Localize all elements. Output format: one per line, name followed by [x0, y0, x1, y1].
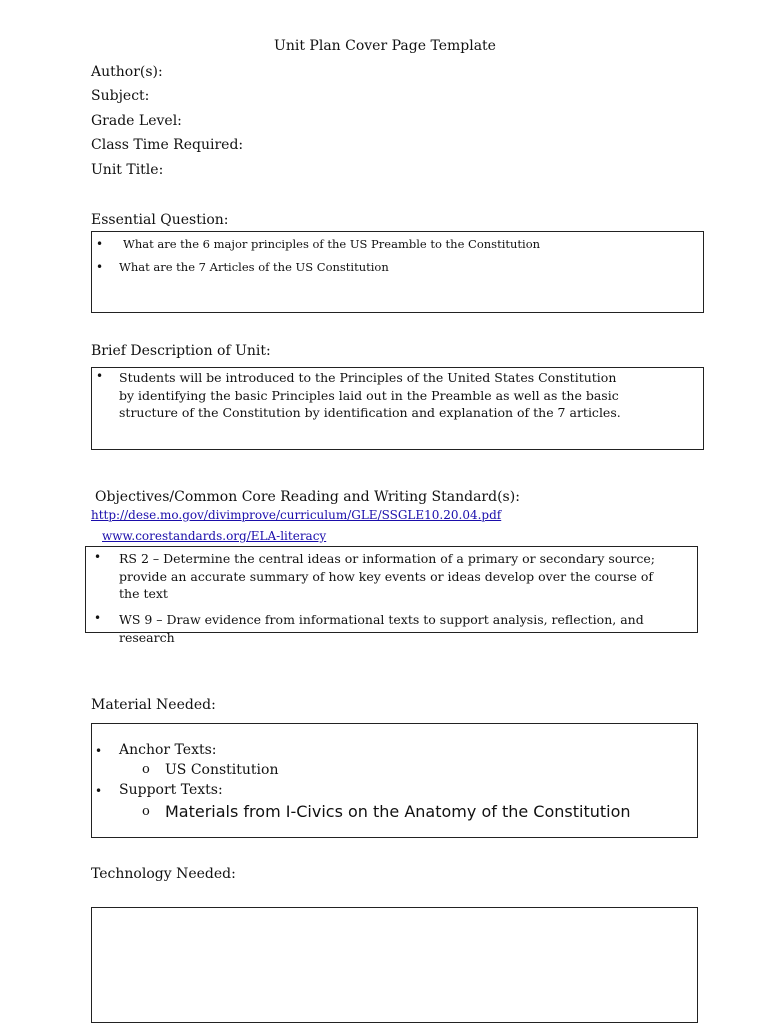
bullet-icon: •: [95, 744, 103, 758]
anchor-texts-label: Anchor Texts:: [119, 742, 217, 758]
essential-question-label: Essential Question:: [91, 212, 229, 228]
materials-box: [91, 723, 698, 838]
technology-label: Technology Needed:: [91, 866, 236, 882]
grade-level-label: Grade Level:: [91, 113, 182, 129]
page-title: Unit Plan Cover Page Template: [274, 38, 496, 54]
materials-label: Material Needed:: [91, 697, 216, 713]
list-item: • RS 2 – Determine the central ideas or information of a primary or secondary source; provide an accurate summary of how key events or ideas develop over the course of the text: [94, 550, 656, 601]
bullet-icon: •: [96, 237, 104, 251]
bullet-icon: •: [94, 611, 102, 625]
bullet-icon: •: [94, 550, 102, 564]
support-texts-label: Support Texts:: [119, 782, 223, 798]
objectives-label: Objectives/Common Core Reading and Writing Standard(s):: [95, 489, 520, 505]
sub-bullet-icon: o: [142, 762, 150, 777]
bullet-icon: •: [96, 260, 104, 274]
technology-box: [91, 907, 698, 1023]
corestandards-link[interactable]: www.corestandards.org/ELA-literacy: [102, 529, 327, 543]
list-item: • Students will be introduced to the Principles of the United States Constitution by identifying the basic Principles laid out in the Preamble as well as the basic structure of the Constitution by identification and explanation of the 7 articles.: [96, 369, 621, 420]
list-item: • WS 9 – Draw evidence from informational texts to support analysis, reflection, and research: [94, 611, 644, 645]
sub-bullet-icon: o: [142, 804, 150, 819]
dese-link[interactable]: http://dese.mo.gov/divimprove/curriculum/GLE/SSGLE10.20.04.pdf: [91, 508, 502, 522]
brief-description-label: Brief Description of Unit:: [91, 343, 271, 359]
class-time-label: Class Time Required:: [91, 137, 244, 153]
bullet-icon: •: [96, 369, 104, 383]
bullet-icon: •: [95, 784, 103, 798]
subject-label: Subject:: [91, 88, 150, 104]
anchor-text-item: US Constitution: [165, 762, 279, 778]
support-text-item: Materials from I-Civics on the Anatomy of the Constitution: [165, 802, 631, 821]
authors-label: Author(s):: [91, 64, 163, 80]
essential-question-box: • What are the 6 major principles of the US Preamble to the Constitution • What are the 7 Articles of the US Constitution: [91, 231, 704, 313]
unit-title-label: Unit Title:: [91, 162, 164, 178]
brief-description-box: [91, 367, 704, 450]
